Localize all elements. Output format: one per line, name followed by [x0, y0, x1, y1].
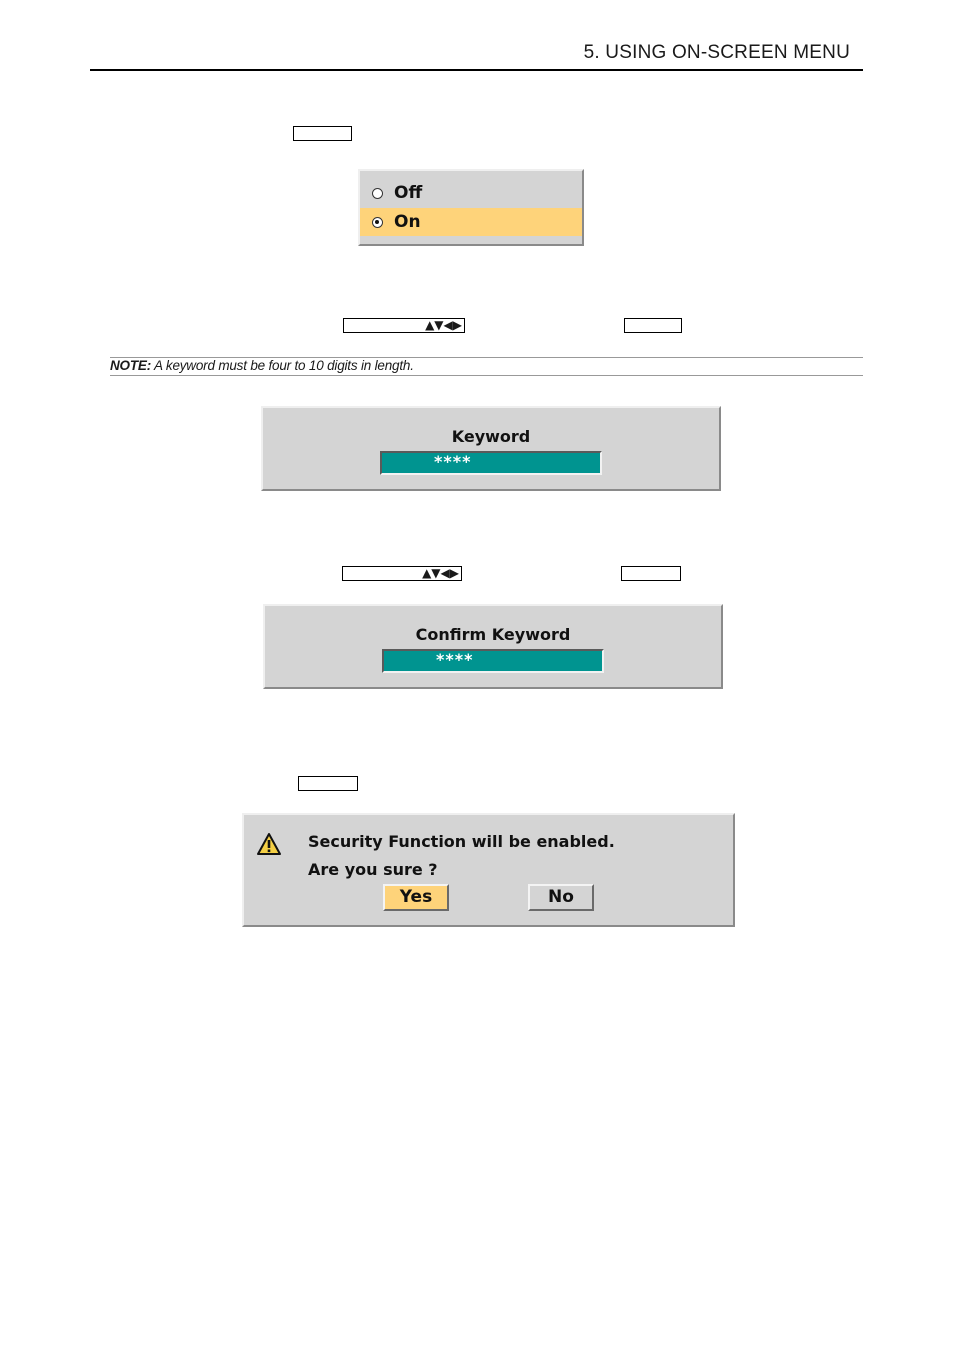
keyword-dialog — [261, 406, 721, 491]
enable-message-line1: Security Function will be enabled. — [308, 832, 615, 851]
enter-key-box-4 — [298, 776, 358, 791]
security-enable-dialog — [242, 813, 735, 927]
enter-key-box — [293, 126, 352, 141]
option-off-label: Off — [394, 183, 423, 203]
arrow-keys-icon: ▲▼◀▶ — [425, 318, 462, 332]
confirm-keyword-input[interactable]: **** — [382, 649, 604, 673]
select-keys-box-2 — [342, 566, 462, 581]
note — [110, 358, 414, 373]
option-off[interactable] — [360, 179, 582, 207]
warning-icon — [256, 832, 282, 856]
yes-button[interactable]: Yes — [383, 884, 449, 911]
select-keys-box — [343, 318, 465, 333]
enter-key-box-2 — [624, 318, 682, 333]
note-text: A keyword must be four to 10 digits in length. — [151, 358, 414, 373]
enable-message-line2: Are you sure ? — [308, 860, 438, 879]
confirm-dialog-title: Confirm Keyword — [415, 625, 571, 644]
note-bottom-rule — [110, 375, 863, 376]
option-on[interactable] — [360, 208, 582, 236]
arrow-keys-icon-2: ▲▼◀▶ — [422, 566, 459, 580]
header-divider — [90, 69, 863, 71]
option-on-label: On — [394, 212, 421, 232]
note-label: NOTE: — [110, 358, 151, 373]
no-button[interactable]: No — [528, 884, 594, 911]
security-toggle-menu — [358, 169, 584, 246]
keyword-input[interactable]: **** — [380, 451, 602, 475]
page-header-title: 5. USING ON-SCREEN MENU — [583, 42, 850, 63]
keyword-dialog-title: Keyword — [451, 427, 531, 446]
radio-off-icon — [372, 188, 383, 199]
radio-on-icon — [372, 217, 383, 228]
enter-key-box-3 — [621, 566, 681, 581]
confirm-keyword-dialog — [263, 604, 723, 689]
